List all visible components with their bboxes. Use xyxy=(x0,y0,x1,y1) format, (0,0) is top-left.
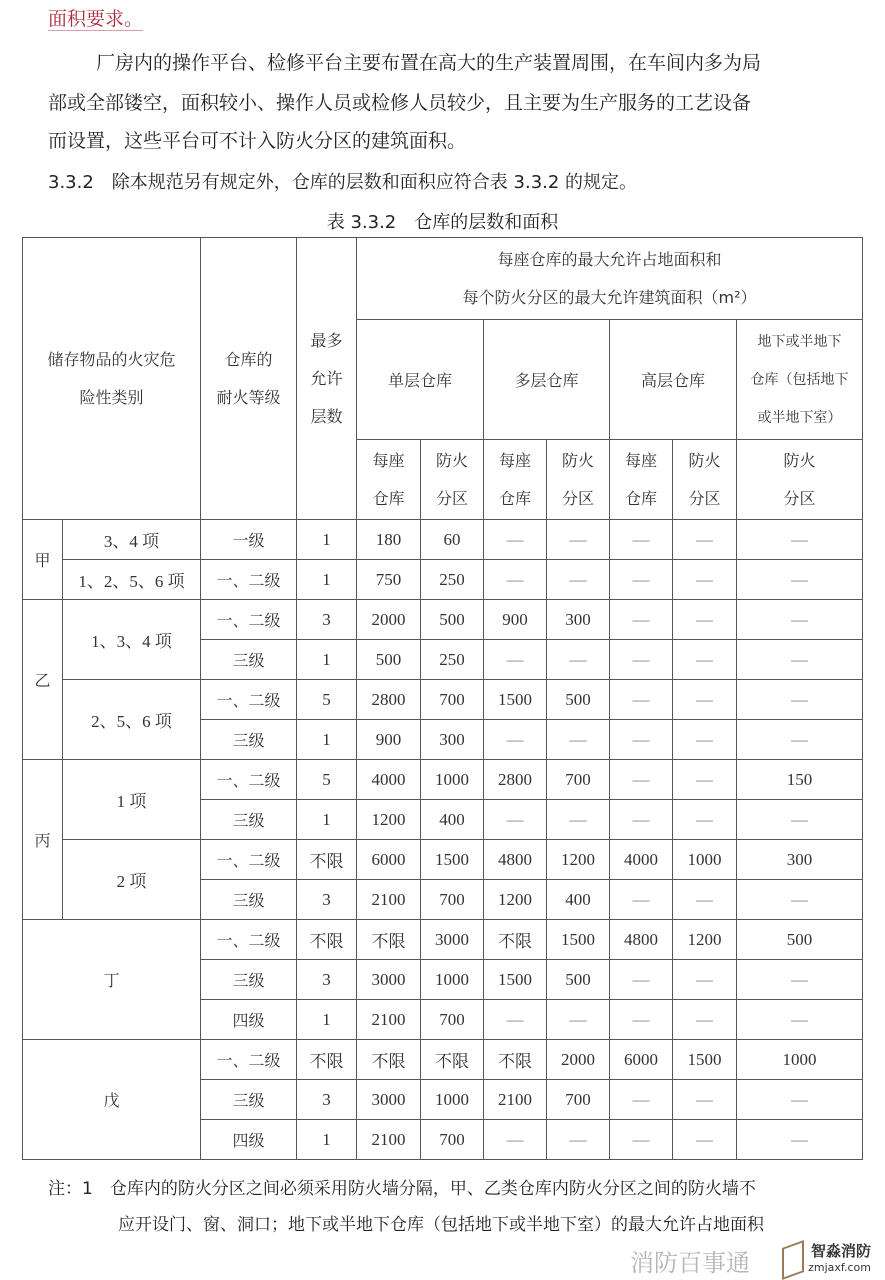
table-cell: 3 xyxy=(297,960,357,1000)
table-cell: — xyxy=(547,720,610,760)
table-cell: 1 xyxy=(297,560,357,600)
table-cell: — xyxy=(737,520,863,560)
table-cell: 500 xyxy=(547,680,610,720)
table-cell: 1500 xyxy=(421,840,484,880)
table-cell: 1200 xyxy=(673,920,737,960)
table-cell: 2000 xyxy=(547,1040,610,1080)
table-cell: 三级 xyxy=(201,720,297,760)
table-cell: 1000 xyxy=(737,1040,863,1080)
table-cell: 4000 xyxy=(610,840,673,880)
table-cell: 3000 xyxy=(421,920,484,960)
heading: 面积要求。 xyxy=(48,8,144,30)
table-cell: 1500 xyxy=(547,920,610,960)
table-cell: — xyxy=(673,640,737,680)
table-cell: 60 xyxy=(421,520,484,560)
subcategory-cell: 3、4 项 xyxy=(63,520,201,560)
table-cell: 700 xyxy=(421,1120,484,1160)
category-cell: 丁 xyxy=(23,920,201,1040)
header-fire-zone: 防火 分区 xyxy=(673,440,737,520)
table-cell: 750 xyxy=(357,560,421,600)
header-area: 每座仓库的最大允许占地面积和 每个防火分区的最大允许建筑面积（m²） xyxy=(357,238,863,320)
table-cell: 500 xyxy=(737,920,863,960)
category-cell: 甲 xyxy=(23,520,63,600)
table-cell: 一、二级 xyxy=(201,840,297,880)
table-cell: 一级 xyxy=(201,520,297,560)
table-cell: — xyxy=(737,1000,863,1040)
table-row xyxy=(23,920,863,960)
table-cell: 700 xyxy=(547,760,610,800)
table-cell: — xyxy=(673,880,737,920)
table-cell: 3000 xyxy=(357,960,421,1000)
table-cell: 2800 xyxy=(484,760,547,800)
table-cell: — xyxy=(547,800,610,840)
table-cell: — xyxy=(737,720,863,760)
table-cell: — xyxy=(610,560,673,600)
table-cell: 一、二级 xyxy=(201,600,297,640)
header-floors: 最多 允许 层数 xyxy=(297,238,357,520)
table-cell: 一、二级 xyxy=(201,560,297,600)
table-cell: 1 xyxy=(297,800,357,840)
table-cell: 500 xyxy=(357,640,421,680)
table-cell: 5 xyxy=(297,760,357,800)
table-cell: — xyxy=(610,1000,673,1040)
table-cell: 不限 xyxy=(297,1040,357,1080)
table-cell: 2100 xyxy=(357,1000,421,1040)
table-cell: 1200 xyxy=(547,840,610,880)
table-cell: 1500 xyxy=(484,680,547,720)
table-cell: 不限 xyxy=(357,920,421,960)
table-cell: 三级 xyxy=(201,880,297,920)
subcategory-cell: 1、2、5、6 项 xyxy=(63,560,201,600)
table-cell: — xyxy=(547,1000,610,1040)
table-cell: — xyxy=(610,880,673,920)
table-cell: — xyxy=(610,600,673,640)
note-line: 应开设门、窗、洞口；地下或半地下仓库（包括地下或半地下室）的最大允许占地面积 xyxy=(118,1215,764,1235)
subcategory-cell: 2 项 xyxy=(63,840,201,920)
table-cell: 250 xyxy=(421,560,484,600)
header-fire-zone: 防火 分区 xyxy=(421,440,484,520)
table-cell: 900 xyxy=(484,600,547,640)
table-cell: — xyxy=(610,680,673,720)
table-row xyxy=(23,1040,863,1080)
table-cell: 6000 xyxy=(610,1040,673,1080)
table-cell: 2800 xyxy=(357,680,421,720)
table-cell: — xyxy=(673,1000,737,1040)
table-cell: 4000 xyxy=(357,760,421,800)
table-row xyxy=(23,560,863,600)
header-rating: 仓库的 耐火等级 xyxy=(201,238,297,520)
table-cell: — xyxy=(610,1080,673,1120)
table-cell: 2100 xyxy=(357,880,421,920)
table-cell: 2100 xyxy=(357,1120,421,1160)
table-cell: 5 xyxy=(297,680,357,720)
table-row xyxy=(23,600,863,640)
logo: 智淼消防 zmjaxf.com xyxy=(808,1240,871,1274)
table-cell: 150 xyxy=(737,760,863,800)
category-cell: 乙 xyxy=(23,600,63,760)
table-cell: — xyxy=(673,680,737,720)
table-cell: — xyxy=(737,600,863,640)
table-cell: — xyxy=(737,640,863,680)
warehouse-table xyxy=(22,237,863,1160)
subcategory-cell: 1 项 xyxy=(63,760,201,840)
table-cell: 1 xyxy=(297,520,357,560)
table-row xyxy=(23,680,863,720)
table-cell: 500 xyxy=(547,960,610,1000)
header-multi: 多层仓库 xyxy=(484,320,610,440)
table-cell: — xyxy=(737,560,863,600)
table-cell: 一、二级 xyxy=(201,920,297,960)
table-row xyxy=(23,840,863,880)
table-cell: 1 xyxy=(297,720,357,760)
table-cell: 4800 xyxy=(484,840,547,880)
table-cell: — xyxy=(673,800,737,840)
category-cell: 丙 xyxy=(23,760,63,920)
table-cell: — xyxy=(610,760,673,800)
table-cell: — xyxy=(673,720,737,760)
section-text: 3.3.2 除本规范另有规定外，仓库的层数和面积应符合表 3.3.2 的规定。 xyxy=(48,172,638,193)
table-cell: 3 xyxy=(297,1080,357,1120)
table-cell: — xyxy=(610,520,673,560)
table-cell: 三级 xyxy=(201,1080,297,1120)
table-cell: 不限 xyxy=(297,840,357,880)
table-cell: — xyxy=(673,960,737,1000)
table-cell: — xyxy=(610,960,673,1000)
table-cell: 一、二级 xyxy=(201,1040,297,1080)
table-cell: 1 xyxy=(297,1000,357,1040)
paragraph-line: 厂房内的操作平台、检修平台主要布置在高大的生产装置周围，在车间内多为局 xyxy=(96,52,762,74)
table-cell: 一、二级 xyxy=(201,680,297,720)
table-cell: 1000 xyxy=(421,1080,484,1120)
table-cell: — xyxy=(547,640,610,680)
table-cell: — xyxy=(610,640,673,680)
table-cell: — xyxy=(673,1120,737,1160)
table-cell: 三级 xyxy=(201,800,297,840)
table-cell: — xyxy=(484,640,547,680)
note-line: 注：1 仓库内的防火分区之间必须采用防火墙分隔，甲、乙类仓库内防火分区之间的防火墙不 xyxy=(48,1179,756,1199)
table-cell: 300 xyxy=(737,840,863,880)
table-cell: 不限 xyxy=(421,1040,484,1080)
table-cell: 400 xyxy=(547,880,610,920)
header-fire-zone: 防火 分区 xyxy=(737,440,863,520)
table-cell: — xyxy=(737,880,863,920)
header-per-warehouse: 每座 仓库 xyxy=(357,440,421,520)
paragraph-line: 部或全部镂空，面积较小、操作人员或检修人员较少，且主要为生产服务的工艺设备 xyxy=(48,92,752,114)
table-cell: — xyxy=(547,560,610,600)
table-cell: — xyxy=(547,520,610,560)
table-cell: 1 xyxy=(297,1120,357,1160)
subcategory-cell: 2、5、6 项 xyxy=(63,680,201,760)
table-cell: 三级 xyxy=(201,960,297,1000)
table-cell: 1000 xyxy=(673,840,737,880)
table-cell: — xyxy=(484,1120,547,1160)
table-cell: — xyxy=(484,1000,547,1040)
table-cell: — xyxy=(673,600,737,640)
table-cell: — xyxy=(547,1120,610,1160)
table-cell: — xyxy=(673,560,737,600)
table-caption: 表 3.3.2 仓库的层数和面积 xyxy=(326,212,559,233)
table-row xyxy=(23,760,863,800)
logo-mark-icon xyxy=(782,1240,804,1280)
table-cell: 不限 xyxy=(357,1040,421,1080)
watermark: 消防百事通 xyxy=(630,1249,750,1277)
table-cell: 四级 xyxy=(201,1120,297,1160)
table-cell: 3 xyxy=(297,880,357,920)
table-cell: 1200 xyxy=(357,800,421,840)
table-cell: 四级 xyxy=(201,1000,297,1040)
table-cell: 700 xyxy=(547,1080,610,1120)
header-per-warehouse: 每座 仓库 xyxy=(610,440,673,520)
table-cell: 1 xyxy=(297,640,357,680)
table-cell: 2100 xyxy=(484,1080,547,1120)
header-underground: 地下或半地下 仓库（包括地下 或半地下室） xyxy=(737,320,863,440)
table-cell: 1500 xyxy=(484,960,547,1000)
table-cell: — xyxy=(737,1120,863,1160)
table-cell: 400 xyxy=(421,800,484,840)
table-cell: 900 xyxy=(357,720,421,760)
table-cell: — xyxy=(737,680,863,720)
table-cell: 300 xyxy=(421,720,484,760)
table-cell: 180 xyxy=(357,520,421,560)
table-cell: — xyxy=(737,960,863,1000)
table-cell: 不限 xyxy=(484,920,547,960)
table-cell: — xyxy=(610,720,673,760)
table-cell: — xyxy=(673,520,737,560)
table-cell: 1500 xyxy=(673,1040,737,1080)
table-cell: 三级 xyxy=(201,640,297,680)
table-cell: 3000 xyxy=(357,1080,421,1120)
table-cell: 1000 xyxy=(421,960,484,1000)
table-cell: 700 xyxy=(421,880,484,920)
table-cell: — xyxy=(737,1080,863,1120)
table-cell: — xyxy=(484,800,547,840)
table-cell: — xyxy=(610,1120,673,1160)
table-cell: 6000 xyxy=(357,840,421,880)
table-cell: 300 xyxy=(547,600,610,640)
table-cell: 不限 xyxy=(297,920,357,960)
table-cell: 250 xyxy=(421,640,484,680)
table-cell: — xyxy=(737,800,863,840)
header-category: 储存物品的火灾危 险性类别 xyxy=(23,238,201,520)
table-cell: 一、二级 xyxy=(201,760,297,800)
header-single: 单层仓库 xyxy=(357,320,484,440)
header-high: 高层仓库 xyxy=(610,320,737,440)
table-row xyxy=(23,520,863,560)
table-cell: — xyxy=(484,520,547,560)
table-cell: 700 xyxy=(421,1000,484,1040)
table-cell: 500 xyxy=(421,600,484,640)
subcategory-cell: 1、3、4 项 xyxy=(63,600,201,680)
table-cell: 不限 xyxy=(484,1040,547,1080)
header-per-warehouse: 每座 仓库 xyxy=(484,440,547,520)
table-cell: — xyxy=(673,1080,737,1120)
table-cell: — xyxy=(484,720,547,760)
table-cell: 4800 xyxy=(610,920,673,960)
table-cell: 700 xyxy=(421,680,484,720)
table-cell: 2000 xyxy=(357,600,421,640)
table-cell: 1200 xyxy=(484,880,547,920)
table-cell: — xyxy=(673,760,737,800)
paragraph-line: 而设置，这些平台可不计入防火分区的建筑面积。 xyxy=(48,130,467,152)
table-cell: 1000 xyxy=(421,760,484,800)
header-fire-zone: 防火 分区 xyxy=(547,440,610,520)
table-cell: 3 xyxy=(297,600,357,640)
category-cell: 戊 xyxy=(23,1040,201,1160)
table-cell: — xyxy=(484,560,547,600)
table-cell: — xyxy=(610,800,673,840)
